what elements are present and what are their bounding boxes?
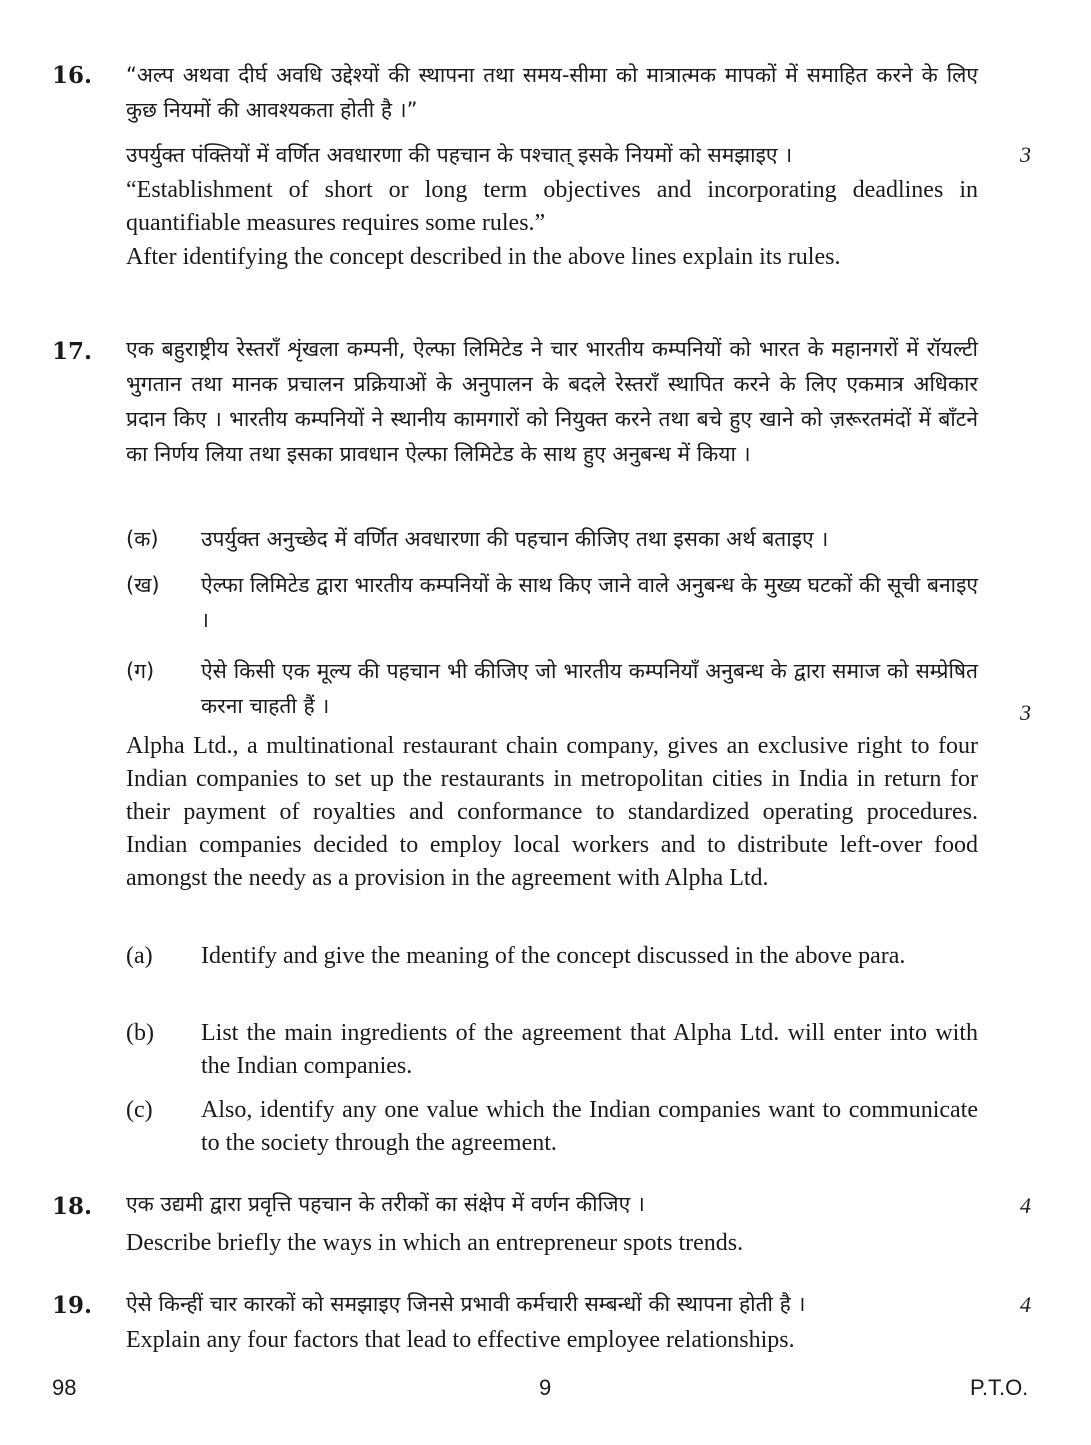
hindi-text: ऐसे किन्हीं चार कारकों को समझाइए जिनसे प्रभावी कर्मचारी सम्बन्धों की स्थापना होती है । xyxy=(126,1292,806,1316)
english-instruction: After identifying the concept described in the above lines explain its rules. xyxy=(126,244,841,270)
question-number: 17. xyxy=(52,338,93,365)
part-text: Also, identify any one value which the Indian companies want to communicate to the society through the agreement. xyxy=(201,1097,978,1156)
english-paragraph: Alpha Ltd., a multinational restaurant chain company, gives an exclusive right to four Indian companies to set up the restaurants in metropolitan cities in India in return for their payment of royalties and conformance to standardized operating procedures. Indian companies decided to employ local workers and to distribute left-over food amongst the needy as a provision in the agreement with Alpha Ltd. xyxy=(126,733,978,891)
hindi-paragraph: एक बहुराष्ट्रीय रेस्तराँ शृंखला कम्पनी, ऐल्फा लिमिटेड ने चार भारतीय कम्पनियों को भारत के महानगरों में रॉयल्टी भुगतान तथा मानक प्रचालन प्रक्रियाओं के अनुपालन के बदले रेस्तराँ स्थापित करने के लिए एकमात्र अधिकार प्रदान किए । भारतीय कम्पनियों ने स्थानीय कामगारों को नियुक्त करने तथा बचे हुए खाने को ज़रूरतमंदों में बाँटने का निर्णय लिया तथा इसका प्रावधान ऐल्फा लिमिटेड के साथ हुए अनुबन्ध में किया । xyxy=(126,337,978,466)
part-label: (b) xyxy=(126,1020,154,1046)
hindi-quote: “अल्प अथवा दीर्घ अवधि उद्देश्यों की स्थापना तथा समय-सीमा को मात्रात्मक मापकों में समाहित करने के लिए कुछ नियमों की आवश्यकता होती है ।” xyxy=(126,63,978,122)
part-label: (ग) xyxy=(126,659,155,683)
hindi-text: एक उद्यमी द्वारा प्रवृत्ति पहचान के तरीकों का संक्षेप में वर्णन कीजिए । xyxy=(126,1192,645,1216)
part-text: List the main ingredients of the agreement that Alpha Ltd. will enter into with the Indian companies. xyxy=(201,1020,978,1079)
part-label: (c) xyxy=(126,1097,153,1123)
marks: 3 xyxy=(1020,142,1031,167)
hindi-instruction: उपर्युक्त पंक्तियों में वर्णित अवधारणा की पहचान के पश्चात् इसके नियमों को समझाइए । xyxy=(126,143,793,167)
page-number: 9 xyxy=(539,1375,552,1400)
part-label: (a) xyxy=(126,943,153,969)
part-text: उपर्युक्त अनुच्छेद में वर्णित अवधारणा की पहचान कीजिए तथा इसका अर्थ बताइए । xyxy=(201,527,829,551)
question-number: 16. xyxy=(52,62,93,89)
english-text: Describe briefly the ways in which an entrepreneur spots trends. xyxy=(126,1230,744,1256)
marks: 4 xyxy=(1020,1292,1031,1317)
question-number: 18. xyxy=(52,1193,93,1220)
part-label: (क) xyxy=(126,527,159,551)
english-text: Explain any four factors that lead to effective employee relationships. xyxy=(126,1327,795,1353)
paper-code: 98 xyxy=(52,1375,77,1400)
part-text: ऐल्फा लिमिटेड द्वारा भारतीय कम्पनियों के साथ किए जाने वाले अनुबन्ध के मुख्य घटकों की सूची बनाइए । xyxy=(201,573,978,632)
part-text: Identify and give the meaning of the concept discussed in the above para. xyxy=(201,943,906,969)
english-quote: “Establishment of short or long term objectives and incorporating deadlines in quantifiable measures requires some rules.” xyxy=(126,177,978,236)
question-number: 19. xyxy=(52,1292,93,1319)
marks: 3 xyxy=(1020,700,1031,725)
part-label: (ख) xyxy=(126,573,160,597)
part-text: ऐसे किसी एक मूल्य की पहचान भी कीजिए जो भारतीय कम्पनियाँ अनुबन्ध के द्वारा समाज को सम्प्रेषित करना चाहती हैं । xyxy=(201,659,978,718)
marks: 4 xyxy=(1020,1193,1031,1218)
pto-label: P.T.O. xyxy=(970,1375,1029,1400)
